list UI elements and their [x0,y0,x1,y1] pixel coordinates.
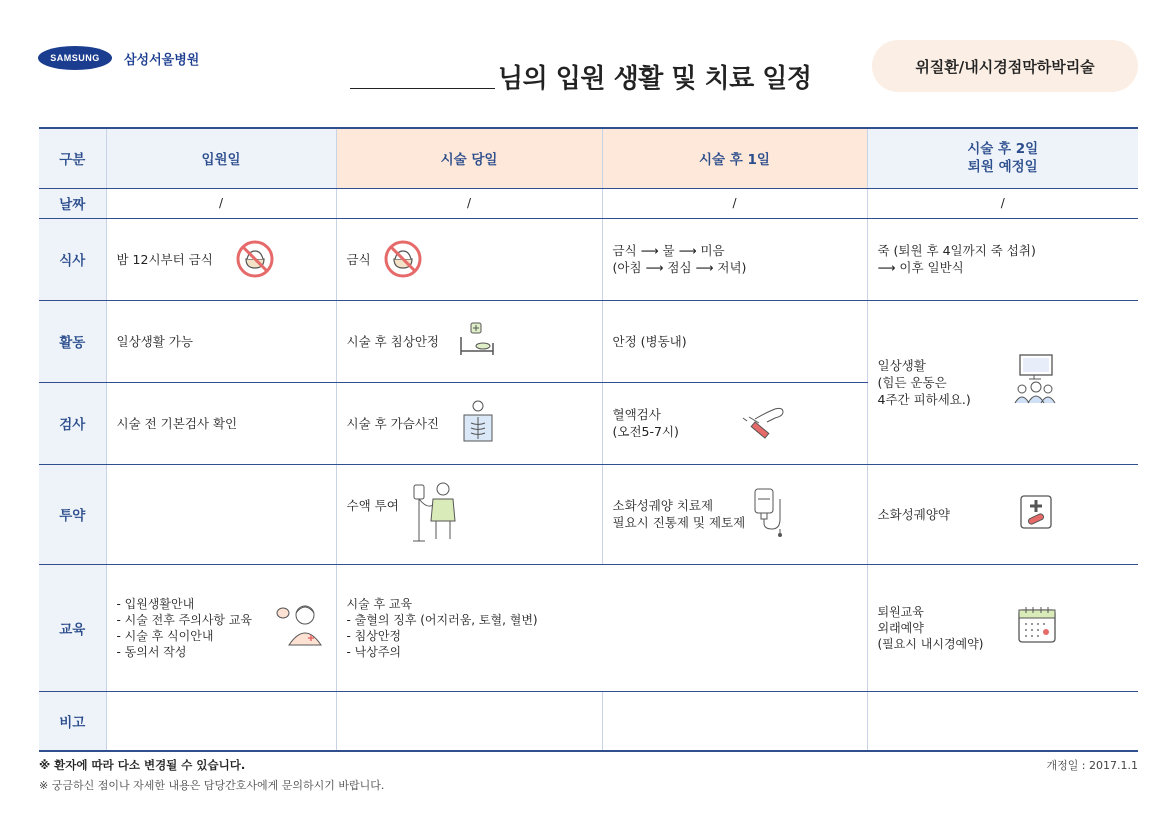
exam-cell [602,382,867,464]
no-food-icon [383,239,423,279]
table-row-meal [39,218,1138,300]
col-procedure-day: 시술 당일 [336,128,602,188]
meal-text: 죽 (퇴원 후 4일까지 죽 섭취) ⟶ 이후 일반식 [877,243,1036,275]
blood-test-icon [741,401,789,447]
hospital-bed-icon [457,321,497,359]
row-label-education: 교육 [39,564,106,691]
activity-cell [602,300,867,382]
row-label-date: 날짜 [39,188,106,218]
medication-cell [336,464,602,564]
medication-text: 소화성궤양약 [877,506,950,522]
table-row-medication [39,464,1138,564]
samsung-logo: SAMSUNG [38,46,112,70]
medication-text: 수액 투여 [346,497,399,513]
row-label-remarks: 비고 [39,691,106,751]
row-label-medication: 투약 [39,464,106,564]
meal-cell [867,218,1138,300]
education-text: 시술 후 교육 - 출혈의 징후 (어지러움, 토혈, 혈변) - 침상안정 - 낙상주의 [346,596,538,659]
iv-patient-icon [409,479,459,543]
medicine-box-icon [1018,493,1054,531]
education-cell [867,564,1138,691]
activity-cell [336,300,602,382]
education-text: 퇴원교육 외래예약 (필요시 내시경예약) [877,604,984,651]
procedure-badge: 위질환/내시경점막하박리술 [872,40,1138,92]
education-cell [106,564,336,691]
activity-cell [106,300,336,382]
chest-xray-icon [461,399,495,445]
hospital-name: 삼성서울병원 [124,52,200,68]
schedule-table [39,127,1138,752]
activity-text: 안정 (병동내) [612,333,687,349]
remarks-cell[interactable] [336,691,602,751]
education-cell [336,564,867,691]
date-cell[interactable]: / [336,188,602,218]
table-row-date [39,188,1138,218]
table-header-row [39,128,1138,188]
meal-text: 금식 [346,251,371,267]
row-label-activity: 활동 [39,300,106,382]
remarks-cell[interactable] [106,691,336,751]
table-row-activity [39,300,1138,382]
activity-text: 일상생활 (힘든 운동은 4주간 피하세요.) [877,357,971,407]
table-row-education [39,564,1138,691]
nurse-icon [275,599,327,647]
exam-text: 혈액검사 (오전5-7시) [612,407,679,439]
activity-text: 일상생활 가능 [116,333,193,349]
calendar-icon [1016,605,1058,645]
row-label-meal: 식사 [39,218,106,300]
col-post-day-2: 시술 후 2일 퇴원 예정일 [867,128,1138,188]
date-cell[interactable]: / [602,188,867,218]
exam-text: 시술 후 가슴사진 [346,415,439,431]
remarks-cell[interactable] [867,691,1138,751]
table-row-remarks [39,691,1138,751]
hospital-logo [38,44,199,72]
iv-bag-icon [749,485,789,537]
date-cell[interactable]: / [867,188,1138,218]
patient-name-blank[interactable] [350,88,495,89]
meal-text: 밤 12시부터 금식 [116,251,213,267]
meal-cell [336,218,602,300]
education-text: - 입원생활안내 - 시술 전후 주의사항 교육 - 시술 후 식이안내 - 동의서 작성 [116,596,253,659]
exam-text: 시술 전 기본검사 확인 [116,415,238,431]
page-title: 님의 입원 생활 및 치료 일정 [498,64,812,94]
meal-cell [602,218,867,300]
change-notice: ※ 환자에 따라 다소 변경될 수 있습니다. [39,758,246,772]
meal-text: 금식 ⟶ 물 ⟶ 미음 (아침 ⟶ 점심 ⟶ 저녁) [612,243,747,275]
monitor-people-icon [1012,351,1058,407]
exam-cell [336,382,602,464]
row-label-exam: 검사 [39,382,106,464]
exam-cell [106,382,336,464]
date-cell[interactable]: / [106,188,336,218]
col-post-day-1: 시술 후 1일 [602,128,867,188]
corner-header: 구분 [39,128,106,188]
medication-cell [867,464,1138,564]
medication-cell [602,464,867,564]
col-admission-day: 입원일 [106,128,336,188]
remarks-cell[interactable] [602,691,867,751]
inquiry-notice: ※ 궁금하신 점이나 자세한 내용은 담당간호사에게 문의하시기 바랍니다. [39,779,385,792]
medication-text: 소화성궤양 치료제 필요시 진통제 및 제토제 [612,498,746,530]
no-food-icon [235,239,275,279]
medication-cell [106,464,336,564]
meal-cell [106,218,336,300]
revision-date: 개정일 : 2017.1.1 [1046,759,1138,772]
activity-exam-merged-cell [867,300,1138,464]
activity-text: 시술 후 침상안정 [346,333,439,349]
